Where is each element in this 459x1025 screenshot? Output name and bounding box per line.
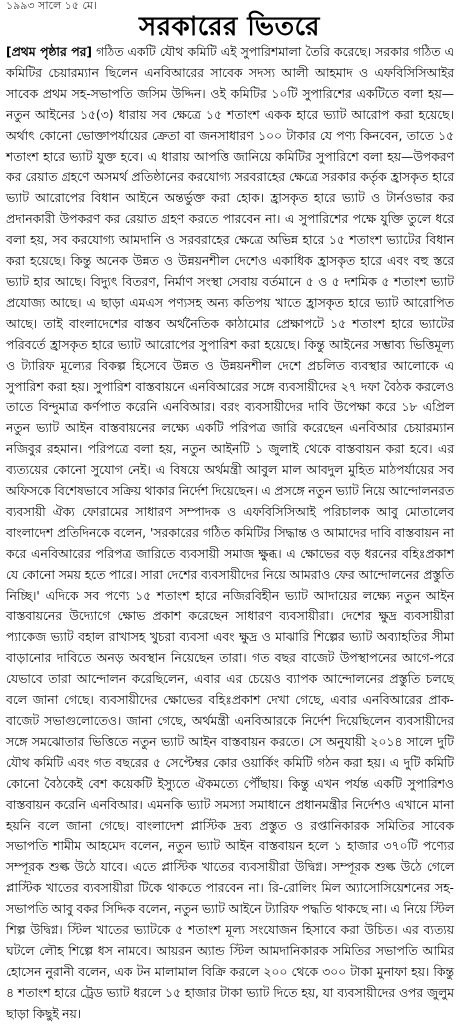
article-paragraph [6,42,454,1025]
article-body [6,42,454,1021]
article-headline: সরকারের ভিতরে [139,12,320,42]
previous-article-fragment: ১৯৯৩ সালে ১৫ মে। [6,0,97,12]
continuation-kicker: [প্রথম পৃষ্ঠার পর] [6,45,92,59]
article-body-text: গঠিত একটি যৌথ কমিটি এই সুপারিশমালা তৈরি করেছে। সরকার গঠিত এ কমিটির চেয়ারম্যান ছিলেন এনবিআরের সাবেক সদস্য আলী আহমাদ ও এফবিসিসিআইর সাবেক প্রথম সহ-সভাপতি জসিম উদ্দিন। ওই কমিটির ১০টি সুপারিশের একটিতে বলা হয়—নতুন আইনের ১৫(৩) ধারায় সব ক্ষেত্রে ১৫ শতাংশ একক হারে ভ্যাট আরোপ করা হয়েছে। অর্থাৎ কোনো ভোক্তাপর্যায়ের ক্রেতা বা জনসাধারণ ১০০ টাকার যে পণ্য কিনবেন, তাতে ১৫ শতাংশ হারে ভ্যাট যুক্ত হবে। এ ধারায় আপত্তি জানিয়ে কমিটির সুপারিশে বলা হয়—উপকরণ কর রেয়াত গ্রহণে অসমর্থ প্রতিষ্ঠানের করযোগ্য সরবরাহের ক্ষেত্রে সরকার কর্তৃক হ্রাসকৃত হারে ভ্যাট আরোপের বিধান আইনে অন্তর্ভুক্ত করা হোক। হ্রাসকৃত হারে ভ্যাট ও টার্নওভার কর প্রদানকারী উপকরণ কর রেয়াত গ্রহণ করতে পারবেন না। এ সুপারিশের পক্ষে যুক্তি তুলে ধরে বলা হয়, সব করযোগ্য আমদানি ও সরবরাহের ক্ষেত্রে অভিন্ন হারে ১৫ শতাংশ ভ্যাটের বিধান করা হয়েছে। কিন্তু অনেক উন্নত ও উন্নয়নশীল দেশেও একাধিক হ্রাসকৃত হারে এবং বহু স্তরে ভ্যাট হার আছে। বিদ্যুৎ বিতরণ, নির্মাণ সংস্থা সেবায় বর্তমানে ৫ ও ৫ দশমিক ৫ শতাংশ ভ্যাট প্রযোজ্য আছে। এ ছাড়া এমএস পণ্যসহ অন্য কতিপয় খাতে হ্রাসকৃত হারে ভ্যাট আরোপিত আছে। তাই বাংলাদেশের বাস্তব অর্থনৈতিক কাঠামোর প্রেক্ষাপটে ১৫ শতাংশ হারে ভ্যাটের পরিবর্তে হ্রাসকৃত হারে ভ্যাট আরোপের সুপারিশ করা হয়েছে। কিন্তু আইনের সম্ভাব্য ভিত্তিমূল্য ও ট্যারিফ মূল্যের বিকল্প হিসেবে উন্নত ও উন্নয়নশীল দেশে প্রচলিত ব্যবস্থার আলোকে এ সুপারিশ করা হয়। সুপারিশ বাস্তবায়নে এনবিআরের সঙ্গে ব্যবসায়ীদের ২৭ দফা বৈঠক করলেও তাতে বিন্দুমাত্র কর্ণপাত করেনি এনবিআর। বরং ব্যবসায়ীদের দাবি উপেক্ষা করে ১৮ এপ্রিল নতুন ভ্যাট আইন বাস্তবায়নের লক্ষ্যে একটি পরিপত্র জারি করেছেন এনবিআর চেয়ারম্যান নজিবুর রহমান। পরিপত্রে বলা হয়, নতুন আইনটি ১ জুলাই থেকে বাস্তবায়ন করা হবে। এর ব্যত্যয়ের কোনো সুযোগ নেই। এ বিষয়ে অর্থমন্ত্রী আবুল মাল আবদুল মুহিত মাঠপর্যায়ের সব অফিসকে বিশেষভাবে সক্রিয় থাকার নির্দেশ দিয়েছেন। এ প্রসঙ্গে নতুন ভ্যাট নিয়ে আন্দোলনরত ব্যবসায়ী ঐক্য ফোরামের সাধারণ সম্পাদক ও এফবিসিসিআই পরিচালক আবু মোতালেব বাংলাদেশ প্রতিদিনকে বলেন, 'সরকারের গঠিত কমিটির সিদ্ধান্ত ও আমাদের দাবি বাস্তবায়ন না করে এনবিআরের পরিপত্র জারিতে ব্যবসায়ী সমাজ ক্ষুব্ধ। এ ক্ষোভের বড় ধরনের বহিঃপ্রকাশ যে কোনো সময় হতে পারে। সারা দেশের ব্যবসায়ীদের নিয়ে আমরাও ফের আন্দোলনের প্রস্তুতি নিচ্ছি।' এদিকে সব পণ্যে ১৫ শতাংশ হারে নজিরবিহীন ভ্যাট আদায়ের লক্ষ্যে নতুন আইন বাস্তবায়নের উদ্যোগে ক্ষোভ প্রকাশ করেছেন সাধারণ ব্যবসায়ীরা। দেশের ক্ষুদ্র ব্যবসায়ীরা প্যাকেজ ভ্যাট বহাল রাখাসহ খুচরা ব্যবসা এবং ক্ষুদ্র ও মাঝারি শিল্পের ভ্যাট অব্যাহতির সীমা বাড়ানোর দাবিতে অনড় অবস্থান নিয়েছেন তারা। গত বছর বাজেট উপস্থাপনের আগে-পরে যেভাবে তারা আন্দোলন করেছিলেন, এবার এর চেয়েও ব্যাপক আন্দোলনের প্রস্তুতি চলছে বলে জানা গেছে। ব্যবসায়ীদের ক্ষোভের বহিঃপ্রকাশ দেখা গেছে, এবার এনবিআরের প্রাক-বাজেট সভাগুলোতেও। জানা গেছে, অর্থমন্ত্রী এনবিআরকে নির্দেশ দিয়েছিলেন ব্যবসায়ীদের সঙ্গে সমঝোতার ভিত্তিতে নতুন ভ্যাট আইন বাস্তবায়ন করতে। সে অনুযায়ী ২০১৪ সালে দুটি যৌথ কমিটি এবং গত বছরের ৫ সেপ্টেম্বর কোর ওয়ার্কিং কমিটি গঠন করা হয়। এ দুটি কমিটি কোনো বৈঠকেই বেশ কয়েকটি ইস্যুতে ঐকমত্যে পৌঁছায়। কিন্তু এখন পর্যন্ত একটি সুপারিশও বাস্তবায়ন করেনি এনবিআর। এমনকি ভ্যাট সমস্যা সমাধানে প্রধানমন্ত্রীর নির্দেশও এখানে মানা হয়নি বলে জানা গেছে। বাংলাদেশ প্লাস্টিক দ্রব্য প্রস্তুত ও রপ্তানিকারক সমিতির সাবেক সভাপতি শামীম আহমেদ বলেন, নতুন ভ্যাট আইন বাস্তবায়ন হলে ১ হাজার ৩৭০টি পণ্যের সম্পূরক শুল্ক উঠে যাবে। এতে প্লাস্টিক খাতের ব্যবসায়ীরা উদ্বিগ্ন। সম্পূরক শুল্ক উঠে গেলে প্লাস্টিক খাতের ব্যবসায়ীরা টিকে থাকতে পারবেন না। রি-রোলিং মিল অ্যাসোসিয়েশনের সহ-সভাপতি আবু বকর সিদ্দিক বলেন, নতুন ভ্যাট আইনে ট্যারিফ পদ্ধতি থাকছে না। এ নিয়ে স্টিল শিল্প উদ্বিগ্ন। স্টিল খাতের ভ্যাটকে ৫ শতাংশ মূল্য সংযোজন হিসাবে করা উচিত। এর ব্যত্যয় ঘটলে লৌহ শিল্পে ধস নামবে। আয়রন অ্যান্ড স্টিল আমদানিকারক সমিতির সভাপতি আমির হোসেন নুরানী বলেন, এক টন মালামাল বিক্রি করলে ২০০ থেকে ৩০০ টাকা মুনাফা হয়। কিন্তু ৪ শতাংশ হারে ট্রেড ভ্যাট ধরলে ১৫ হাজার টাকা ভ্যাট দিতে হয়, যা ব্যবসায়ীদের ওপর জুলুম ছাড়া কিছুই নয়। [6,45,454,1021]
